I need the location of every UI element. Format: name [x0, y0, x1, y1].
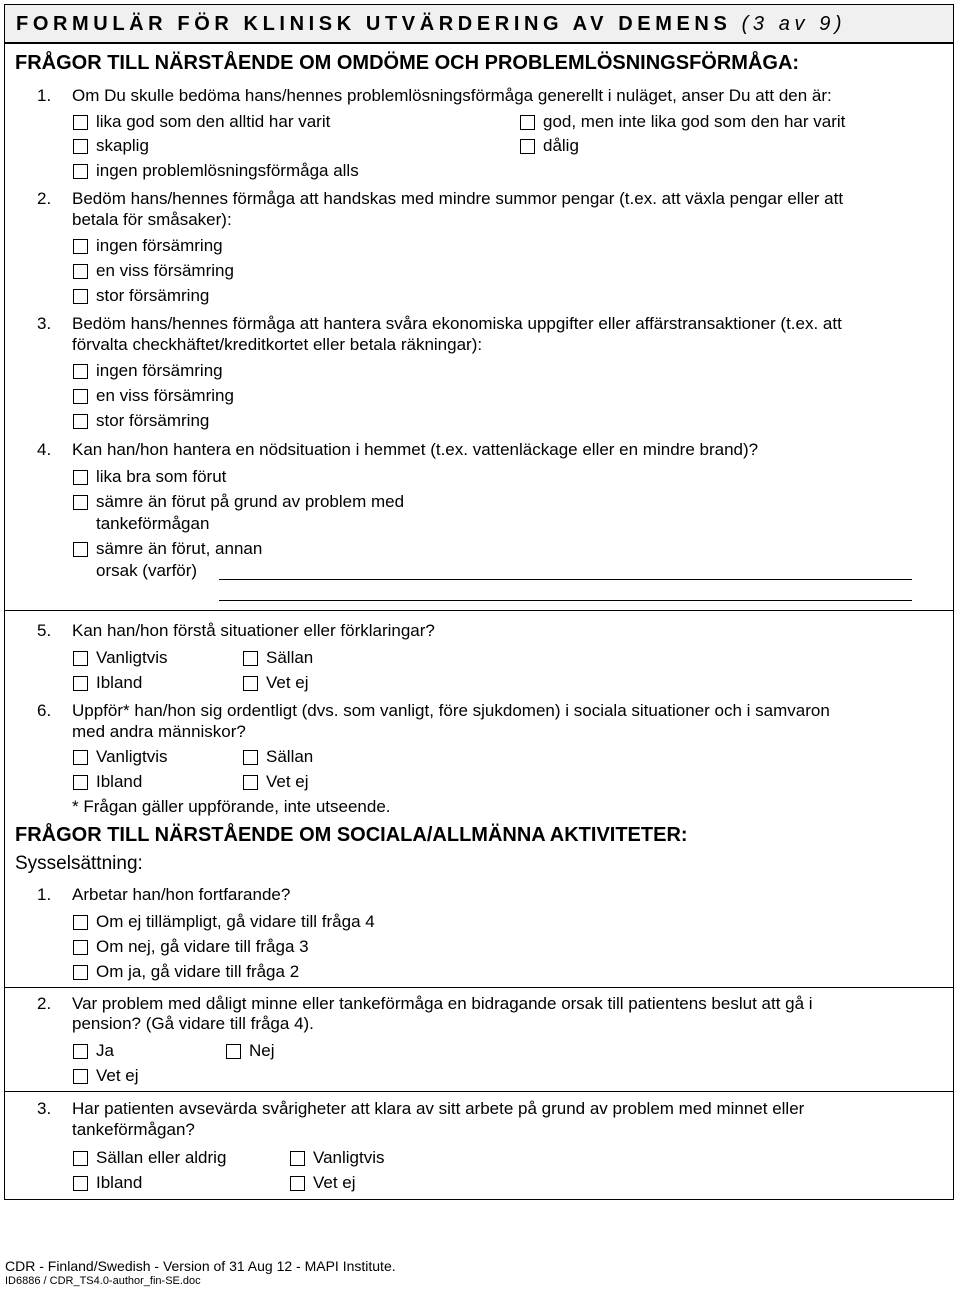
checkbox[interactable]: [73, 1176, 88, 1191]
option-label: Vet ej: [96, 1066, 139, 1085]
checkbox[interactable]: [73, 139, 88, 154]
checkbox[interactable]: [520, 115, 535, 130]
option-label: ingen försämring: [96, 361, 223, 380]
reason-input-line[interactable]: [219, 579, 912, 580]
option-label: Om ej tillämpligt, gå vidare till fråga 4: [96, 912, 375, 931]
checkbox[interactable]: [73, 915, 88, 930]
checkbox[interactable]: [73, 289, 88, 304]
footnote: * Frågan gäller uppförande, inte utseende.: [72, 797, 391, 816]
section-heading-activities: FRÅGOR TILL NÄRSTÅENDE OM SOCIALA/ALLMÄNNA AKTIVITETER:: [15, 824, 688, 846]
question-text: Arbetar han/hon fortfarande?: [72, 885, 291, 904]
option-label: Om ja, gå vidare till fråga 2: [96, 962, 300, 981]
checkbox[interactable]: [243, 750, 258, 765]
option-label: Sällan: [266, 747, 314, 766]
option-label: Ibland: [96, 772, 143, 791]
option-label: Sällan: [266, 648, 314, 667]
option-label: Vanligtvis: [313, 1148, 385, 1167]
question-text: med andra människor?: [72, 722, 246, 741]
section-divider: [4, 610, 954, 611]
checkbox[interactable]: [73, 1069, 88, 1084]
question-number: 2.: [37, 994, 52, 1013]
option-label: tankeförmågan: [96, 514, 210, 533]
option-label: stor försämring: [96, 411, 210, 430]
option-label: ingen problemlösningsförmåga alls: [96, 161, 359, 180]
checkbox[interactable]: [73, 389, 88, 404]
option-label: Om nej, gå vidare till fråga 3: [96, 937, 309, 956]
form-title: FORMULÄR FÖR KLINISK UTVÄRDERING AV DEMENS (3 av 9): [16, 13, 847, 35]
checkbox[interactable]: [73, 676, 88, 691]
option-label: stor försämring: [96, 286, 210, 305]
section-divider: [4, 1091, 954, 1092]
question-text: Har patienten avsevärda svårigheter att klara av sitt arbete på grund av problem med minnet eller: [72, 1099, 805, 1118]
checkbox[interactable]: [243, 651, 258, 666]
checkbox[interactable]: [73, 1151, 88, 1166]
question-text: tankeförmågan?: [72, 1120, 195, 1139]
checkbox[interactable]: [290, 1151, 305, 1166]
option-label: sämre än förut på grund av problem med: [96, 492, 405, 511]
checkbox[interactable]: [73, 414, 88, 429]
question-number: 3.: [37, 314, 52, 333]
question-text: Bedöm hans/hennes förmåga att hantera svåra ekonomiska uppgifter eller affärstransaktioner (t.ex. att: [72, 314, 842, 333]
question-text: Uppför* han/hon sig ordentligt (dvs. som vanligt, före sjukdomen) i sociala situationer och i samvaron: [72, 701, 830, 720]
reason-input-line[interactable]: [219, 600, 912, 601]
question-number: 1.: [37, 885, 52, 904]
footer-doc-id: ID6886 / CDR_TS4.0-author_fin-SE.doc: [5, 1275, 201, 1287]
option-label: Vanligtvis: [96, 747, 168, 766]
question-text: Bedöm hans/hennes förmåga att handskas med mindre summor pengar (t.ex. att växla pengar eller att: [72, 189, 844, 208]
checkbox[interactable]: [73, 775, 88, 790]
option-label: Vet ej: [266, 772, 309, 791]
section-divider: [4, 987, 954, 988]
checkbox[interactable]: [73, 1044, 88, 1059]
option-label: Nej: [249, 1041, 275, 1060]
option-label: Ibland: [96, 1173, 143, 1192]
form-header: [4, 4, 954, 43]
option-label: sämre än förut, annan: [96, 539, 263, 558]
checkbox[interactable]: [73, 164, 88, 179]
checkbox[interactable]: [73, 115, 88, 130]
checkbox[interactable]: [73, 651, 88, 666]
checkbox[interactable]: [73, 750, 88, 765]
option-label: Sällan eller aldrig: [96, 1148, 227, 1167]
section-heading-judgment: FRÅGOR TILL NÄRSTÅENDE OM OMDÖME OCH PROBLEMLÖSNINGSFÖRMÅGA:: [15, 52, 800, 74]
option-label: god, men inte lika god som den har varit: [543, 112, 846, 131]
question-text: Kan han/hon förstå situationer eller förklaringar?: [72, 621, 435, 640]
option-label: orsak (varför): [96, 561, 198, 580]
checkbox[interactable]: [290, 1176, 305, 1191]
question-text: pension? (Gå vidare till fråga 4).: [72, 1014, 314, 1033]
option-label: Ibland: [96, 673, 143, 692]
option-label: en viss försämring: [96, 386, 234, 405]
checkbox[interactable]: [73, 264, 88, 279]
option-label: Ja: [96, 1041, 114, 1060]
checkbox[interactable]: [73, 495, 88, 510]
option-label: lika bra som förut: [96, 467, 227, 486]
checkbox[interactable]: [73, 239, 88, 254]
footer-version: CDR - Finland/Swedish - Version of 31 Aug 12 - MAPI Institute.: [5, 1258, 396, 1274]
option-label: skaplig: [96, 136, 149, 155]
option-label: ingen försämring: [96, 236, 223, 255]
question-number: 4.: [37, 440, 52, 459]
question-number: 6.: [37, 701, 52, 720]
question-text: förvalta checkhäftet/kreditkortet eller betala räkningar):: [72, 335, 483, 354]
question-text: Om Du skulle bedöma hans/hennes problemlösningsförmåga generellt i nuläget, anser Du att den är:: [72, 86, 832, 105]
checkbox[interactable]: [226, 1044, 241, 1059]
checkbox[interactable]: [73, 364, 88, 379]
question-number: 5.: [37, 621, 52, 640]
page-indicator: (3 av 9): [741, 13, 847, 35]
checkbox[interactable]: [73, 470, 88, 485]
question-number: 1.: [37, 86, 52, 105]
option-label: Vanligtvis: [96, 648, 168, 667]
question-text: betala för småsaker):: [72, 210, 232, 229]
question-text: Kan han/hon hantera en nödsituation i hemmet (t.ex. vattenläckage eller en mindre brand)?: [72, 440, 759, 459]
checkbox[interactable]: [73, 940, 88, 955]
checkbox[interactable]: [520, 139, 535, 154]
option-label: lika god som den alltid har varit: [96, 112, 331, 131]
question-number: 3.: [37, 1099, 52, 1118]
question-number: 2.: [37, 189, 52, 208]
checkbox[interactable]: [243, 676, 258, 691]
checkbox[interactable]: [73, 542, 88, 557]
subheading-occupation: Sysselsättning:: [15, 853, 143, 874]
option-label: Vet ej: [313, 1173, 356, 1192]
question-text: Var problem med dåligt minne eller tankeförmåga en bidragande orsak till patientens beslut att gå i: [72, 994, 813, 1013]
option-label: Vet ej: [266, 673, 309, 692]
option-label: en viss försämring: [96, 261, 234, 280]
option-label: dålig: [543, 136, 579, 155]
checkbox[interactable]: [73, 965, 88, 980]
checkbox[interactable]: [243, 775, 258, 790]
